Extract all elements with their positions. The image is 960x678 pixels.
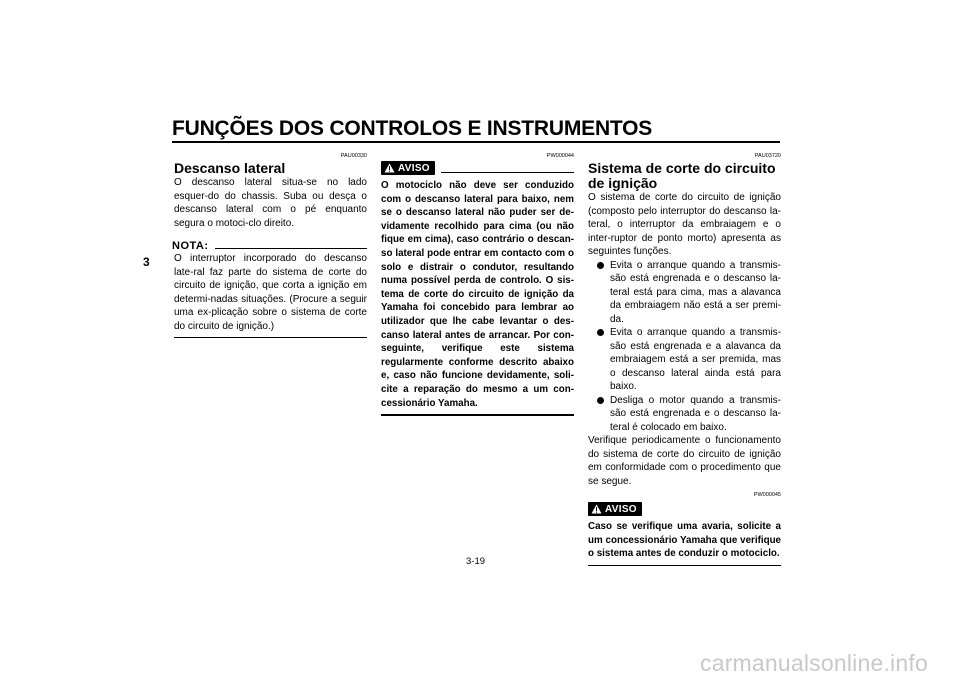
section-body: O descanso lateral situa-se no lado esquer-do do chassis. Suba ou desça o descanso lateral com o pé enquanto segura o motoci-clo direito. xyxy=(174,177,367,229)
note-body: O interruptor incorporado do descanso late-ral faz parte do sistema de corte do circuito de ignição, que corta a ignição em determi-nadas situações. (Procure a seguir uma ex-plicação sobre o sistema de corte do circuito de ignição.) xyxy=(174,253,367,332)
note-label: NOTA: xyxy=(172,240,209,252)
chapter-tab: 3 xyxy=(143,255,150,269)
watermark: carmanualsonline.info xyxy=(700,650,928,676)
note-header xyxy=(172,240,367,252)
warning-body: O motociclo não deve ser conduzido com o descanso lateral para baixo, nem se o descanso lateral não puder ser de-vidamente recolhido para cima (ou não fique em cima), caso contrário o descan-so lateral pode entrar em contacto com o solo e distrair o condutor, resultando numa possível perda de controlo. O sis-tema de corte do circuito de ignição da Yamaha foi concebido para lembrar ao utilizador que lhe cabe levantar o des-canso lateral antes de arrancar. Por con-seguinte, verifique este sistema regularmente conforme descrito abaixo e, caso não funcione devidamente, soli-cite a reparação do mesmo a um con-cessionário Yamaha. xyxy=(381,180,574,409)
list-item: Evita o arranque quando a transmis-são está engrenada e o descanso la-teral está para cima, mas a alavanca da embraiagem não está a ser premi-da. xyxy=(588,259,781,327)
column-ignition-cutoff xyxy=(588,152,781,566)
list-item: Evita o arranque quando a transmis-são está engrenada e a alavanca da embraiagem está a ser premida, mas o descanso lateral ainda está para baixo. xyxy=(588,326,781,394)
warning-triangle-icon xyxy=(384,163,395,173)
warning-rule xyxy=(441,172,574,173)
section-heading: Sistema de corte do circuito de ignição xyxy=(588,160,776,191)
section-after: Verifique periodicamente o funcionamento do sistema de corte do circuito de ignição em conformidade com o procedimento que se segue. xyxy=(588,435,781,487)
warning-code: PW000044 xyxy=(546,153,574,159)
list-item: Desliga o motor quando a transmis-são está engrenada e o descanso la-teral é colocado em baixo. xyxy=(588,394,781,435)
title-rule xyxy=(172,141,780,143)
aviso-badge xyxy=(588,502,642,516)
section-code: PAU00330 xyxy=(340,153,367,159)
function-list xyxy=(588,259,781,435)
note-rule xyxy=(215,248,367,249)
warning-end-rule xyxy=(588,565,781,567)
bullet-icon xyxy=(597,329,604,336)
section-code: PAU03720 xyxy=(754,153,781,159)
column-sidestand xyxy=(174,152,367,338)
page-number: 3-19 xyxy=(466,556,486,567)
warning-header xyxy=(588,502,781,516)
aviso-label: AVISO xyxy=(605,503,637,515)
warning-header xyxy=(381,161,574,175)
column-warning xyxy=(381,152,574,416)
warning-triangle-icon xyxy=(591,504,602,514)
page-title: FUNÇÕES DOS CONTROLOS E INSTRUMENTOS xyxy=(172,117,653,140)
bullet-icon xyxy=(597,262,604,269)
section-intro: O sistema de corte do circuito de ignição (composto pelo interruptor do descanso la-teral, o interruptor da embraiagem e o inter-ruptor de ponto morto) apresenta as seguintes funções. xyxy=(588,192,781,257)
aviso-label: AVISO xyxy=(398,162,430,174)
warning-body: Caso se verifique uma avaria, solicite a um concessionário Yamaha que verifique o sistema antes de conduzir o motociclo. xyxy=(588,521,781,560)
bullet-icon xyxy=(597,397,604,404)
section-heading: Descanso lateral xyxy=(174,160,286,176)
warning-end-rule xyxy=(381,414,574,416)
aviso-badge xyxy=(381,161,435,175)
warning-code: PW000045 xyxy=(753,492,781,498)
note-end-rule xyxy=(174,337,367,338)
